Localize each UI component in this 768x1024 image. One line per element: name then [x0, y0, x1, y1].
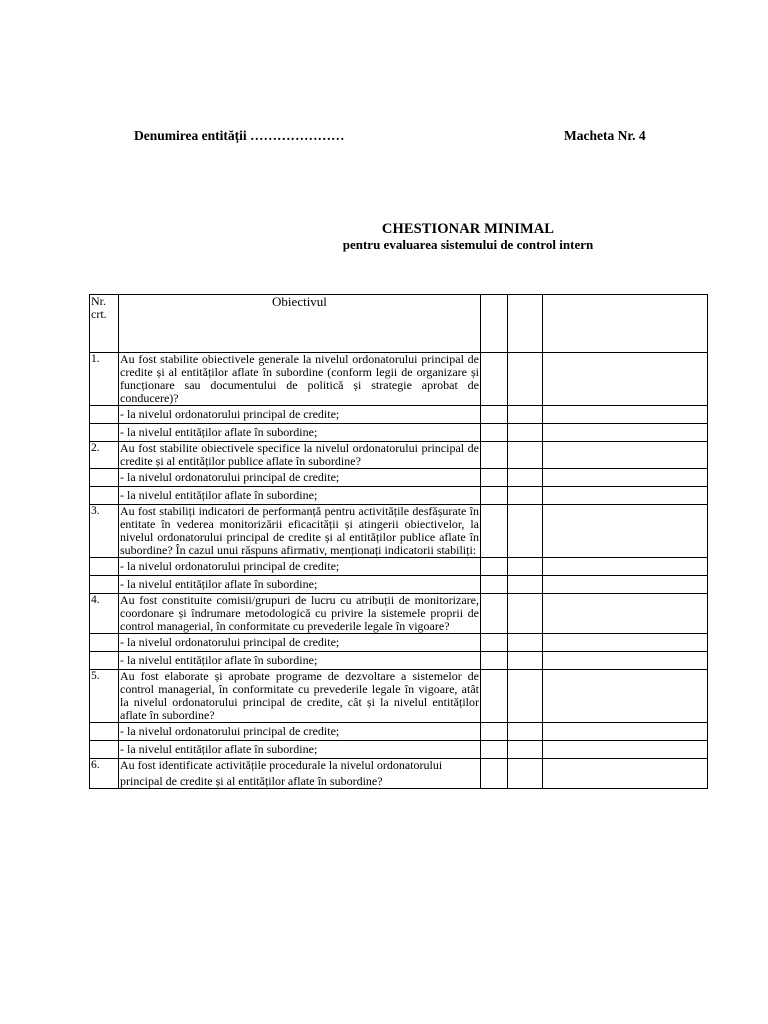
sub-question-text: - la nivelul entităților aflate în subordine;	[119, 652, 481, 670]
entity-name-label: Denumirea entității …………………	[134, 128, 345, 143]
question-text: Au fost stabilite obiectivele generale la nivelul ordonatorului principal de credite și al entităților aflate în subordine (conform legii de organizare și funcționare sau documentului de politică și strategie aprobat de conducere)?	[120, 352, 479, 405]
table-row	[90, 469, 708, 487]
answer-cell[interactable]	[508, 670, 543, 723]
answer-cell[interactable]	[481, 652, 508, 670]
row-number-empty	[90, 576, 119, 594]
table-header-row	[90, 295, 708, 353]
table-row	[90, 759, 708, 789]
answer-cell[interactable]	[481, 505, 508, 558]
answer-cell[interactable]	[543, 487, 708, 505]
answer-cell[interactable]	[508, 594, 543, 634]
row-number-empty	[90, 723, 119, 741]
table-row	[90, 442, 708, 469]
answer-cell[interactable]	[508, 353, 543, 406]
question-text: Au fost stabiliți indicatori de performanță pentru activitățile desfășurate în entitate în vederea monitorizării eficacității și atingerii obiectivelor, la nivelul ordonatorului principal de credite și al entităților publice aflate în subordine? În cazul unui răspuns afirmativ, menționați indicatorii stabiliți:	[120, 504, 479, 557]
answer-cell[interactable]	[543, 442, 708, 469]
row-number-empty	[90, 424, 119, 442]
sub-question-text: - la nivelul ordonatorului principal de credite;	[119, 406, 481, 424]
sub-question-text: - la nivelul ordonatorului principal de credite;	[119, 723, 481, 741]
question-text: Au fost constituite comisii/grupuri de lucru cu atribuții de monitorizare, coordonare și îndrumare metodologică cu privire la sistemele proprii de control managerial, în conformitate cu prevederile legale în vigoare?	[120, 593, 479, 633]
answer-cell[interactable]	[508, 442, 543, 469]
answer-cell[interactable]	[508, 652, 543, 670]
row-number: 4.	[90, 594, 119, 634]
answer-cell[interactable]	[508, 406, 543, 424]
sub-question-text: - la nivelul entităților aflate în subordine;	[119, 741, 481, 759]
answer-cell[interactable]	[508, 576, 543, 594]
table-row	[90, 505, 708, 558]
question-text: Au fost stabilite obiectivele specifice la nivelul ordonatorului principal de credite și al entităților publice aflate în subordine?	[120, 441, 479, 468]
sub-question-text: - la nivelul ordonatorului principal de credite;	[119, 469, 481, 487]
answer-cell[interactable]	[543, 353, 708, 406]
sub-question-text: - la nivelul ordonatorului principal de credite;	[119, 634, 481, 652]
document-title: CHESTIONAR MINIMAL	[381, 221, 555, 237]
answer-column-header-2	[508, 295, 543, 353]
answer-cell[interactable]	[543, 652, 708, 670]
row-number-empty	[90, 469, 119, 487]
column-header-nr: Nr. crt.	[90, 295, 119, 353]
answer-cell[interactable]	[508, 558, 543, 576]
answer-cell[interactable]	[481, 670, 508, 723]
document-subtitle: pentru evaluarea sistemului de control intern	[342, 237, 594, 252]
sub-question-text: - la nivelul ordonatorului principal de credite;	[119, 558, 481, 576]
question-text-continuation: principal de credite și al entităților aflate în subordine?	[120, 774, 383, 788]
row-number-empty	[90, 558, 119, 576]
answer-cell[interactable]	[543, 741, 708, 759]
row-number-empty	[90, 741, 119, 759]
row-number-empty	[90, 406, 119, 424]
answer-cell[interactable]	[543, 406, 708, 424]
table-row	[90, 487, 708, 505]
answer-cell[interactable]	[543, 759, 708, 789]
question-cell	[119, 759, 481, 789]
answer-cell[interactable]	[481, 576, 508, 594]
answer-cell[interactable]	[481, 634, 508, 652]
answer-cell[interactable]	[508, 741, 543, 759]
answer-cell[interactable]	[508, 424, 543, 442]
answer-cell[interactable]	[481, 469, 508, 487]
table-row	[90, 652, 708, 670]
question-text: Au fost identificate activitățile procedurale la nivelul ordonatorului	[120, 758, 443, 772]
answer-cell[interactable]	[481, 723, 508, 741]
table-row	[90, 741, 708, 759]
answer-cell[interactable]	[481, 558, 508, 576]
answer-cell[interactable]	[481, 424, 508, 442]
answer-cell[interactable]	[543, 424, 708, 442]
table-row	[90, 670, 708, 723]
table-row	[90, 424, 708, 442]
form-number: Macheta Nr. 4	[564, 128, 646, 143]
sub-question-text: - la nivelul entităților aflate în subordine;	[119, 424, 481, 442]
answer-cell[interactable]	[481, 594, 508, 634]
answer-cell[interactable]	[543, 594, 708, 634]
table-row	[90, 406, 708, 424]
answer-cell[interactable]	[481, 759, 508, 789]
table-row	[90, 558, 708, 576]
row-number: 6.	[90, 759, 119, 789]
table-row	[90, 576, 708, 594]
answer-cell[interactable]	[508, 469, 543, 487]
row-number: 3.	[90, 505, 119, 558]
table-row	[90, 723, 708, 741]
answer-cell[interactable]	[543, 670, 708, 723]
answer-cell[interactable]	[481, 406, 508, 424]
answer-cell[interactable]	[543, 723, 708, 741]
answer-cell[interactable]	[508, 634, 543, 652]
answer-cell[interactable]	[543, 469, 708, 487]
sub-question-text: - la nivelul entităților aflate în subordine;	[119, 487, 481, 505]
row-number: 2.	[90, 442, 119, 469]
questionnaire-table	[89, 294, 708, 789]
answer-cell[interactable]	[508, 487, 543, 505]
answer-cell[interactable]	[508, 505, 543, 558]
answer-cell[interactable]	[543, 505, 708, 558]
answer-cell[interactable]	[508, 723, 543, 741]
answer-cell[interactable]	[543, 558, 708, 576]
answer-cell[interactable]	[481, 741, 508, 759]
row-number-empty	[90, 487, 119, 505]
answer-cell[interactable]	[481, 442, 508, 469]
row-number-empty	[90, 634, 119, 652]
row-number-empty	[90, 652, 119, 670]
table-row	[90, 594, 708, 634]
row-number: 5.	[90, 670, 119, 723]
answer-cell[interactable]	[481, 353, 508, 406]
table-row	[90, 634, 708, 652]
sub-question-text: - la nivelul entităților aflate în subordine;	[119, 576, 481, 594]
answer-column-header-1	[481, 295, 508, 353]
table-row	[90, 353, 708, 406]
answer-cell[interactable]	[481, 487, 508, 505]
row-number: 1.	[90, 353, 119, 406]
answer-cell[interactable]	[543, 576, 708, 594]
answer-column-header-3	[543, 295, 708, 353]
question-text: Au fost elaborate și aprobate programe de dezvoltare a sistemelor de control managerial, în conformitate cu prevederile legale în vigoare, atât la nivelul ordonatorului principal de credite, cât și la nivelul entităților aflate în subordine?	[120, 669, 479, 722]
answer-cell[interactable]	[508, 759, 543, 789]
column-header-objective: Obiectivul	[119, 295, 481, 353]
answer-cell[interactable]	[543, 634, 708, 652]
